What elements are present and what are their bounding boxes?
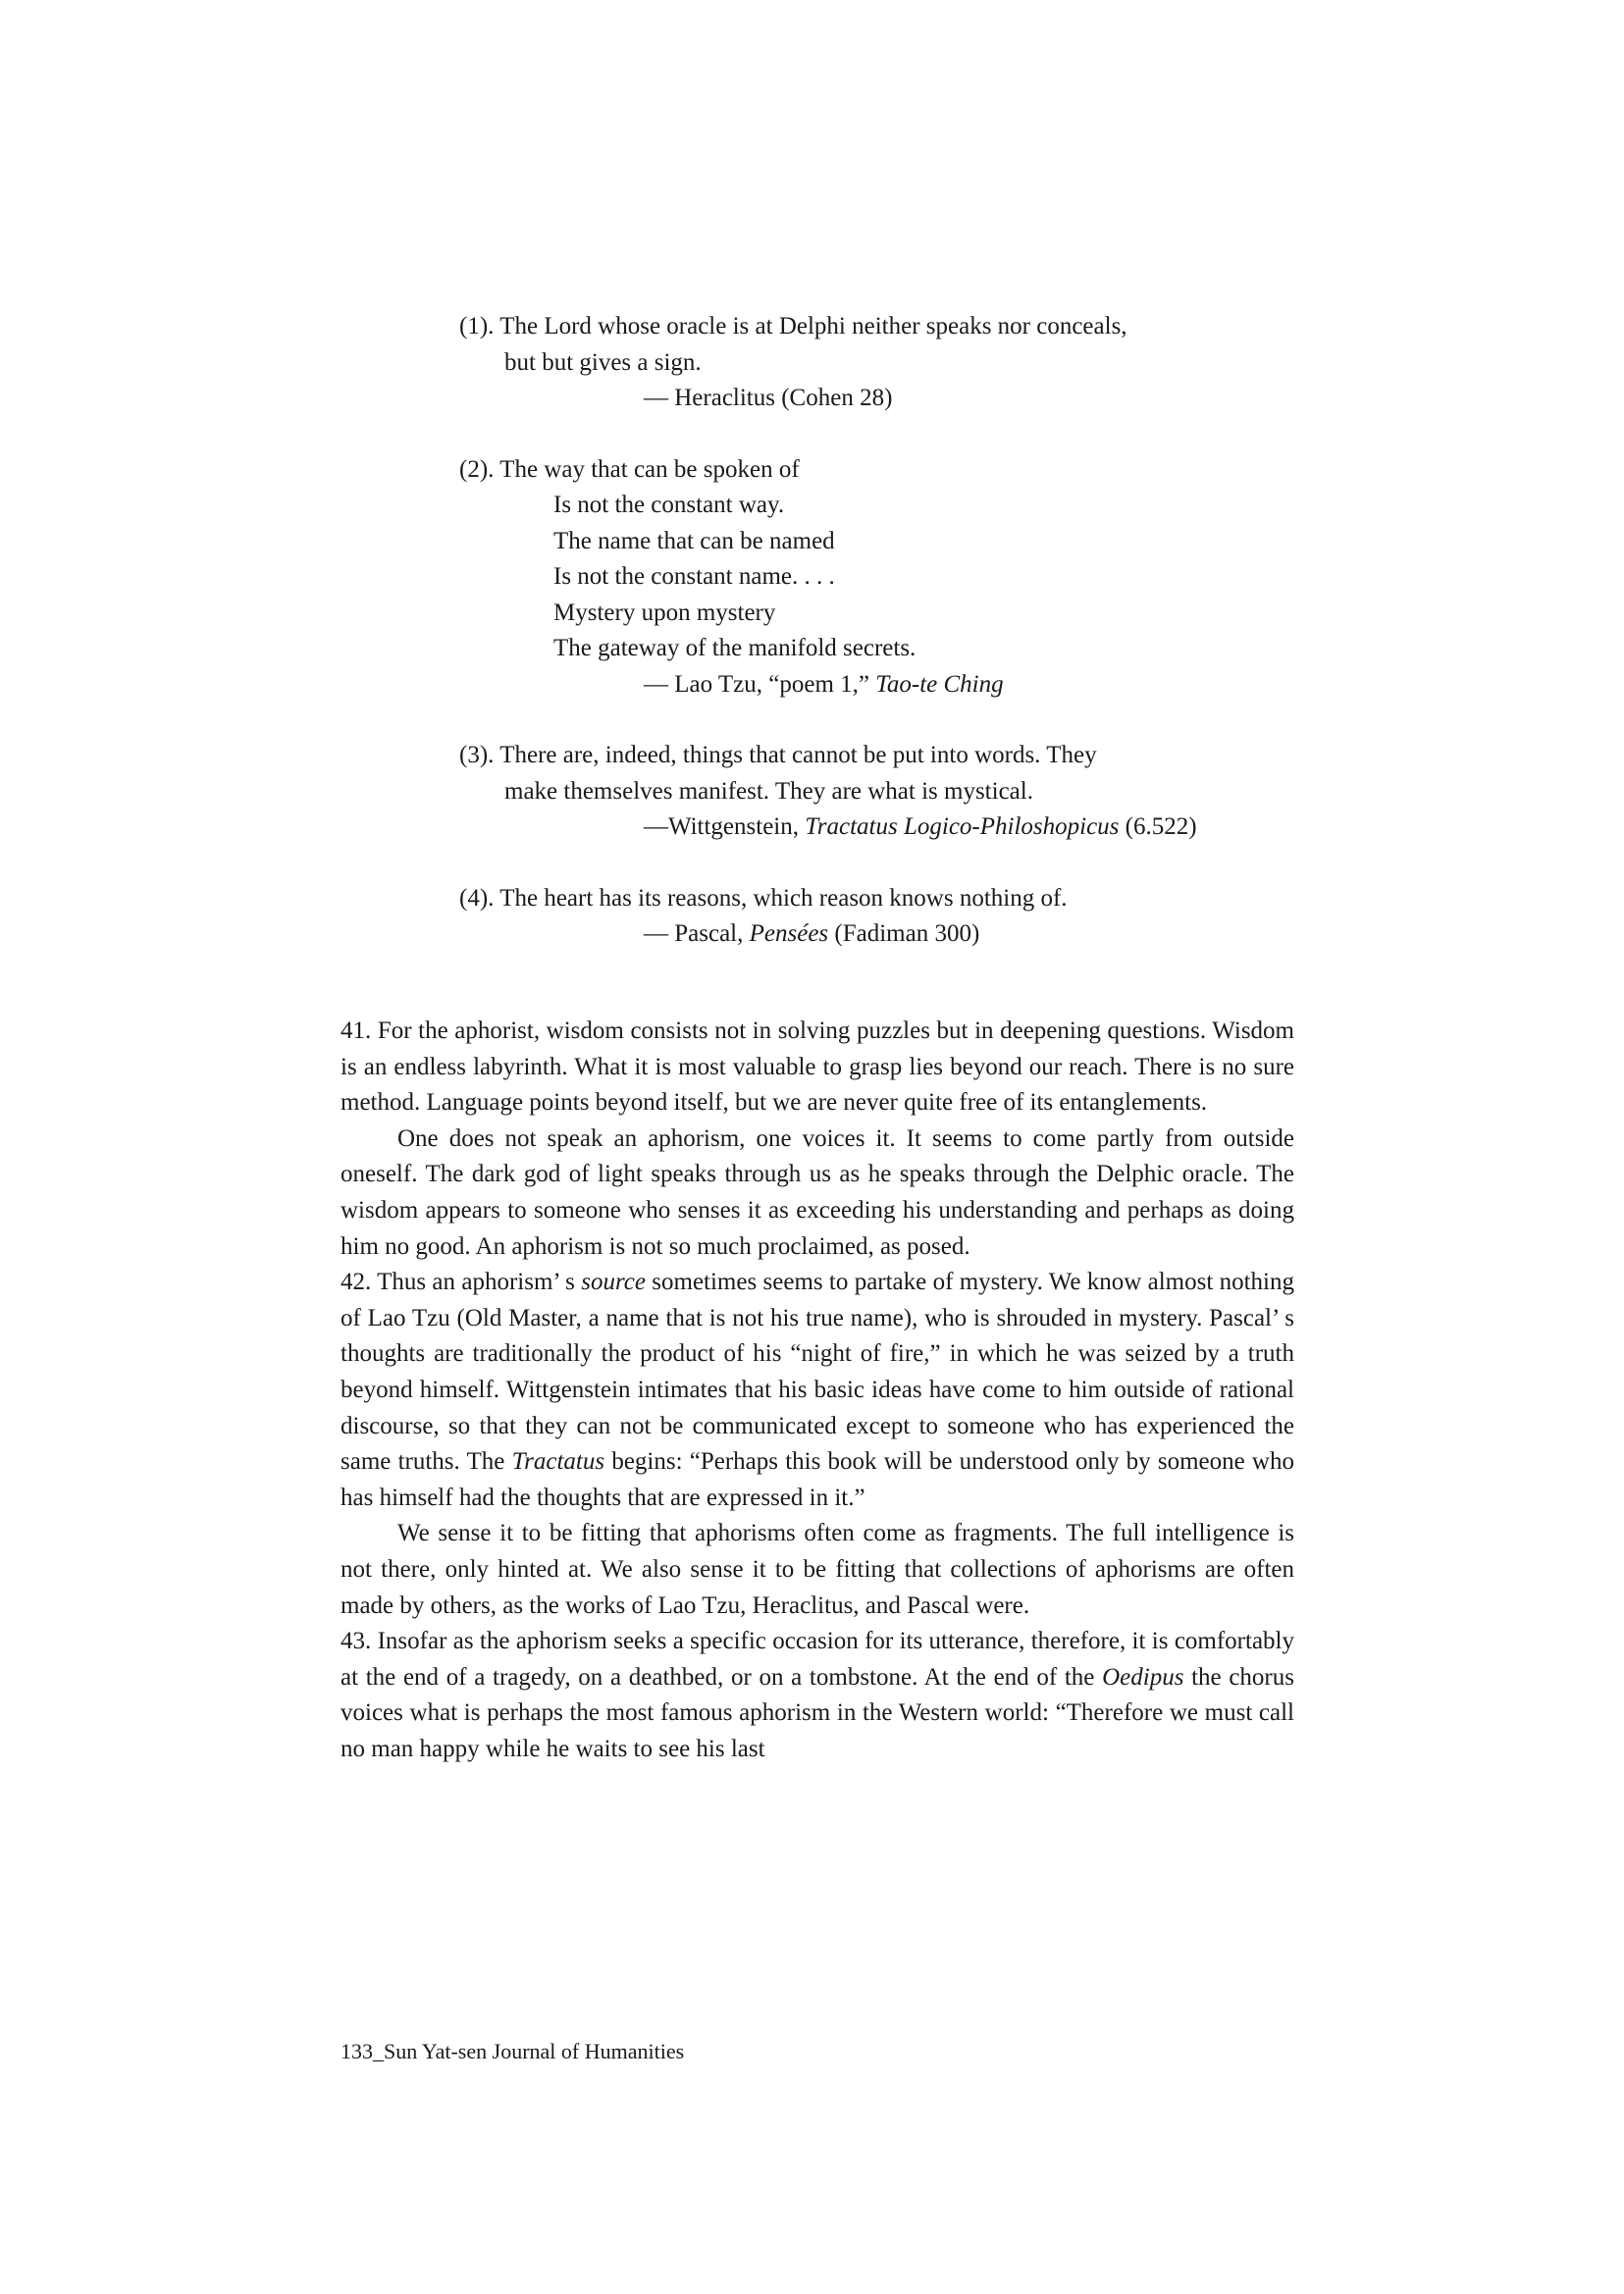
paragraph-41: 41. For the aphorist, wisdom consists not in solving puzzles but in deepening questions. Wisdom is an endless labyrinth. What it is most valuable to grasp lies beyond our reach. There is no sure method. Language points beyond itself, but we are never quite free of its entanglements. xyxy=(341,1017,1294,1117)
epigraph-attribution xyxy=(459,809,1323,846)
attribution-text: — Lao Tzu, “poem 1,” xyxy=(644,670,876,698)
paragraph-41-continued: One does not speak an aphorism, one voices it. It seems to come partly from outside oneself. The dark god of light speaks through us as he speaks through the Delphic oracle. The wisdom appears to someone who senses it as exceeding his understanding and perhaps as doing him no good. An aphorism is not so much proclaimed, as posed. xyxy=(341,1124,1294,1260)
page-footer: 133_Sun Yat-sen Journal of Humanities xyxy=(341,2039,685,2063)
epigraph-lao-tzu xyxy=(459,452,1323,704)
paragraph-text: 42. Thus an aphorism’ s xyxy=(341,1269,582,1296)
attribution-text: — Pascal, xyxy=(644,920,750,947)
attribution-text: — Heraclitus (Cohen 28) xyxy=(644,385,893,411)
epigraph-line: The name that can be named xyxy=(553,527,835,554)
attribution-title: Tao-te Ching xyxy=(875,670,1004,698)
epigraph-line: Is not the constant name. . . . xyxy=(553,563,835,590)
attribution-title: Pensées xyxy=(749,920,829,947)
paragraph-text: 43. Insofar as the aphorism seeks a specific occasion for its utterance, therefore, it is comfortably at the end of a tragedy, on a deathbed, or on a tombstone. At the end of the xyxy=(341,1628,1294,1691)
epigraph-attribution xyxy=(459,916,1323,953)
epigraph-pascal xyxy=(459,881,1323,953)
epigraph-wittgenstein xyxy=(459,738,1323,846)
epigraph-attribution xyxy=(459,667,1323,704)
body-text xyxy=(341,1014,1294,1767)
epigraph-line: (1). The Lord whose oracle is at Delphi neither speaks nor conceals, xyxy=(459,313,1127,339)
attribution-suffix: (6.522) xyxy=(1119,813,1197,840)
epigraph-line: (4). The heart has its reasons, which reason knows nothing of. xyxy=(459,884,1068,912)
epigraph-line: (3). There are, indeed, things that cannot be put into words. They xyxy=(459,742,1097,768)
paragraph-42 xyxy=(341,1265,1294,1516)
epigraph-line: The gateway of the manifold secrets. xyxy=(553,635,917,661)
epigraph-line: make themselves manifest. They are what is mystical. xyxy=(504,777,1033,805)
epigraph-line: but but gives a sign. xyxy=(504,348,702,376)
paragraph-43 xyxy=(341,1624,1294,1767)
paragraph-text: begins: “Perhaps this book will be understood only by someone who has himself had the thoughts that are expressed in it.” xyxy=(341,1448,1294,1511)
emphasis: source xyxy=(581,1269,646,1296)
book-title: Tractatus xyxy=(511,1448,605,1476)
epigraph-attribution xyxy=(459,381,1323,417)
epigraph-line: Mystery upon mystery xyxy=(553,599,776,626)
book-title: Oedipus xyxy=(1102,1663,1184,1691)
paragraph-text: the chorus voices what is perhaps the most famous aphorism in the Western world: “Therefore we must call no man happy while he waits to see his last xyxy=(341,1663,1294,1762)
epigraph-line: (2). The way that can be spoken of xyxy=(459,455,800,483)
attribution-suffix: (Fadiman 300) xyxy=(828,920,980,947)
epigraphs xyxy=(459,309,1323,988)
epigraph-line: Is not the constant way. xyxy=(553,492,785,518)
attribution-text: —Wittgenstein, xyxy=(644,813,806,840)
paragraph-42-continued: We sense it to be fitting that aphorisms often come as fragments. The full intelligence is not there, only hinted at. We also sense it to be fitting that collections of aphorisms are often made by others, as the works of Lao Tzu, Heraclitus, and Pascal were. xyxy=(341,1520,1294,1619)
paragraph-text: sometimes seems to partake of mystery. We know almost nothing of Lao Tzu (Old Master, a name that is not his true name), who is shrouded in mystery. Pascal’ s thoughts are traditionally the product of his “night of fire,” in which he was seized by a truth beyond himself. Wittgenstein intimates that his basic ideas have come to him outside of rational discourse, so that they can not be communicated except to someone who has experienced the same truths. The xyxy=(341,1269,1294,1476)
attribution-title: Tractatus Logico-Philoshopicus xyxy=(805,813,1120,840)
epigraph-heraclitus xyxy=(459,309,1323,417)
